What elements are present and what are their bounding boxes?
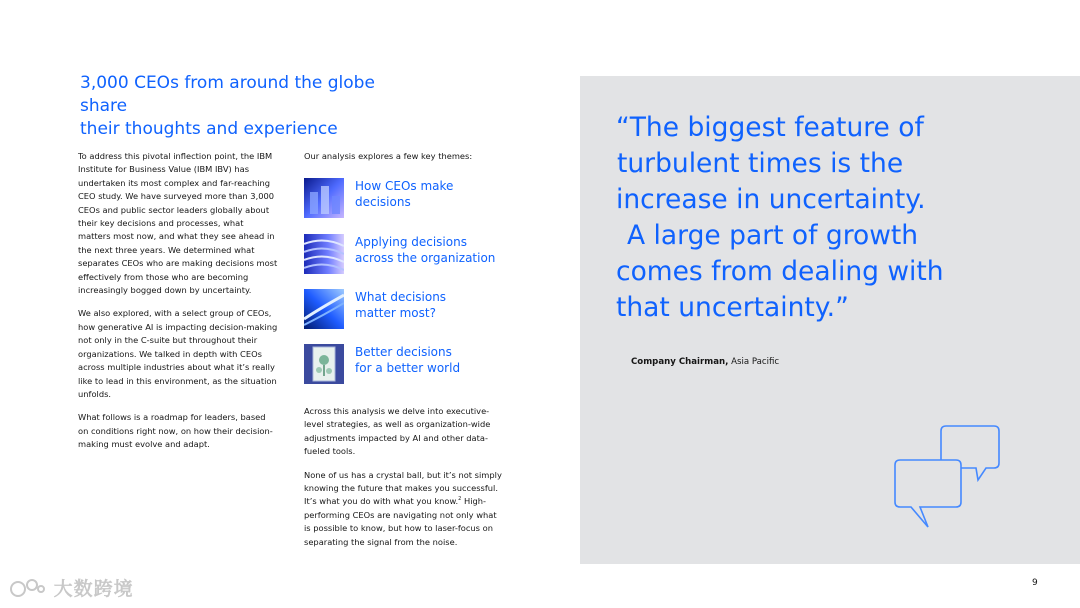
middle-body-text [304,405,504,559]
theme-title-4: Better decisions for a better world [355,345,461,375]
page-number: 9 [1032,578,1038,588]
heading-line-2: their thoughts and experience [80,119,338,139]
attribution-region: Asia Pacific [728,357,780,367]
footnote-marker[interactable]: 2 [458,496,462,503]
theme-item-better-decisions[interactable] [304,344,514,386]
theme-title-2: Applying decisions across the organization [355,235,496,265]
pull-quote [616,110,1036,326]
watermark-icon [8,577,46,599]
theme-title-1: How CEOs make decisions [355,179,454,209]
theme-item-how-ceos-make-decisions[interactable] [304,178,514,220]
quote-line-1: “The biggest feature of [616,112,924,143]
left-body-column [78,150,278,462]
theme-item-applying-decisions[interactable] [304,234,514,276]
watermark-logo [8,574,134,601]
quote-line-4: A large part of growth [627,220,919,251]
middle-paragraph-1: Across this analysis we delve into executive-level strategies, as well as organization-wide adjustments impacted by AI and other data-fueled tools. [304,406,491,457]
heading-line-1: 3,000 CEOs from around the globe share [80,73,375,116]
quote-line-3: increase in uncertainty. [616,184,926,215]
quote-attribution [631,357,779,367]
theme-item-what-decisions-matter[interactable] [304,289,514,331]
themes-intro: Our analysis explores a few key themes: [304,151,473,161]
theme-thumbnail-2 [304,234,344,274]
speech-bubbles-icon [890,422,1005,536]
section-heading [80,72,420,141]
watermark-text: 大数跨境 [53,578,134,600]
theme-title-3: What decisions matter most? [355,290,447,320]
quote-line-5: comes from dealing with [616,256,944,287]
theme-thumbnail-3 [304,289,344,329]
quote-line-2: turbulent times is the [617,148,904,179]
theme-thumbnail-1 [304,178,344,218]
theme-thumbnail-4 [304,344,344,384]
left-paragraph-3: What follows is a roadmap for leaders, based on conditions right now, on how their decision-making must evolve and adapt. [78,412,273,450]
middle-paragraph-2: None of us has a crystal ball, but it’s not simply knowing the future that makes you successful. It’s what you do with what you know.$^2$ High-performing CEOs are navigating not only what is possible to know, but how to laser-focus on separating the signal from the noise. [304,469,502,547]
left-paragraph-2: We also explored, with a select group of CEOs, how generative AI is impacting decision-making not only in the C-suite but throughout their organizations. We talked in depth with CEOs across multiple industries about what it’s really like to lead in this environment, as the situation unfolds. [78,308,278,399]
left-paragraph-1: To address this pivotal inflection point, the IBM Institute for Business Value (IBM IBV) has undertaken its most complex and far-reaching CEO study. We have surveyed more than 3,000 CEOs and public sector leaders globally about their key decisions and processes, what matters most now, and what they see ahead in the next three years. We determined what separates CEOs who are making decisions most effectively from those who are becoming increasingly bogged down by uncertainty. [78,151,278,296]
attribution-name: Company Chairman, [631,357,729,367]
quote-line-6: that uncertainty.” [616,292,849,323]
